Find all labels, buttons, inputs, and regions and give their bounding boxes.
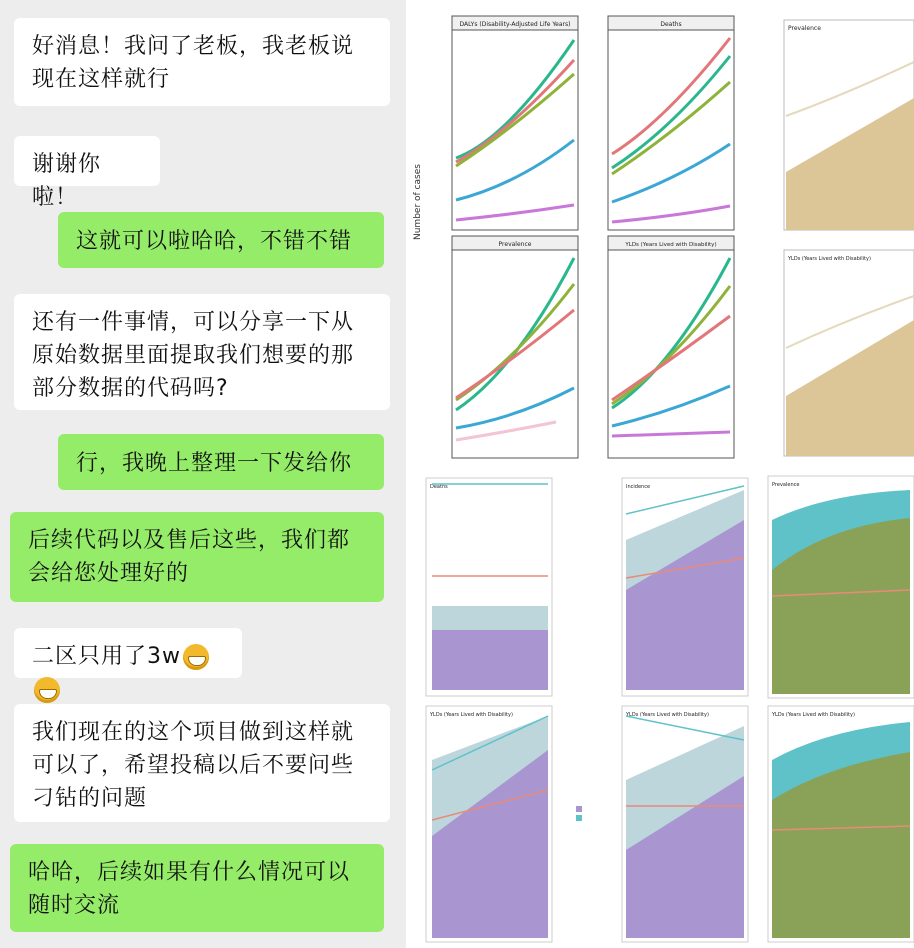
panel-bar-deaths (426, 478, 552, 696)
y-axis-label: Number of cases (413, 164, 423, 240)
panel-ylds-right (784, 250, 914, 456)
message-bubble-outgoing[interactable] (10, 512, 384, 602)
message-text: 还有一件事情，可以分享一下从 原始数据里面提取我们想要的那 部分数据的代码吗? (32, 310, 355, 401)
panel-title: YLDs (Years Lived with Disability) (625, 242, 717, 248)
message-bubble-incoming[interactable] (14, 294, 390, 410)
panel-title: DALYs (Disability-Adjusted Life Years) (459, 21, 571, 28)
grin-emoji-icon (183, 644, 209, 670)
figure-svg (406, 0, 914, 948)
panel-bar-ylds-1 (426, 706, 552, 942)
message-text: 哈哈，后续如果有什么情况可以 随时交流 (28, 860, 351, 918)
panel-title: Incidence (626, 484, 651, 490)
legend-swatches (576, 806, 582, 821)
figure-collage (406, 0, 914, 948)
message-text: 我们现在的这个项目做到这样就 可以了，希望投稿以后不要问些 刁钻的问题 (32, 720, 355, 811)
grin-emoji-icon (34, 677, 60, 703)
message-text: 谢谢你啦！ (32, 152, 102, 210)
message-bubble-incoming[interactable] (14, 136, 160, 210)
panel-deaths (608, 16, 734, 230)
message-bubble-outgoing[interactable] (58, 212, 384, 268)
message-bubble-outgoing[interactable] (58, 434, 384, 490)
message-text: 好消息！我问了老板，我老板说 现在这样就行 (32, 34, 355, 92)
panel-title: Deaths (660, 21, 682, 28)
panel-title: YLDs (Years Lived with Disability) (772, 712, 855, 718)
panel-ylds (608, 236, 734, 458)
message-bubble-outgoing[interactable] (10, 844, 384, 932)
message-text: 行，我晚上整理一下发给你 (76, 451, 353, 476)
message-bubble-incoming[interactable] (14, 18, 390, 106)
message-bubble-incoming[interactable] (14, 704, 390, 822)
panel-dalys (452, 16, 578, 230)
message-text: 这就可以啦哈哈，不错不错 (76, 229, 353, 254)
message-text: 二区只用了3w (32, 644, 181, 669)
panel-title: YLDs (Years Lived with Disability) (626, 712, 709, 718)
message-text: 后续代码以及售后这些，我们都 会给您处理好的 (28, 528, 351, 586)
panel-title: Prevalence (772, 482, 800, 488)
panel-title: Prevalence (788, 25, 821, 32)
panel-title: YLDs (Years Lived with Disability) (788, 256, 871, 262)
panel-title: YLDs (Years Lived with Disability) (430, 712, 513, 718)
panel-bar-prevalence (768, 476, 914, 698)
panel-bar-ylds-3 (768, 706, 914, 942)
message-bubble-incoming[interactable] (14, 628, 242, 678)
chat-panel (0, 0, 406, 948)
panel-bar-incidence (622, 478, 748, 696)
panel-title: Prevalence (498, 241, 532, 248)
panel-bar-ylds-2 (622, 706, 748, 942)
panel-prevalence (452, 236, 578, 458)
panel-prevalence-top-right (784, 20, 914, 230)
panel-title: Deaths (430, 484, 448, 490)
